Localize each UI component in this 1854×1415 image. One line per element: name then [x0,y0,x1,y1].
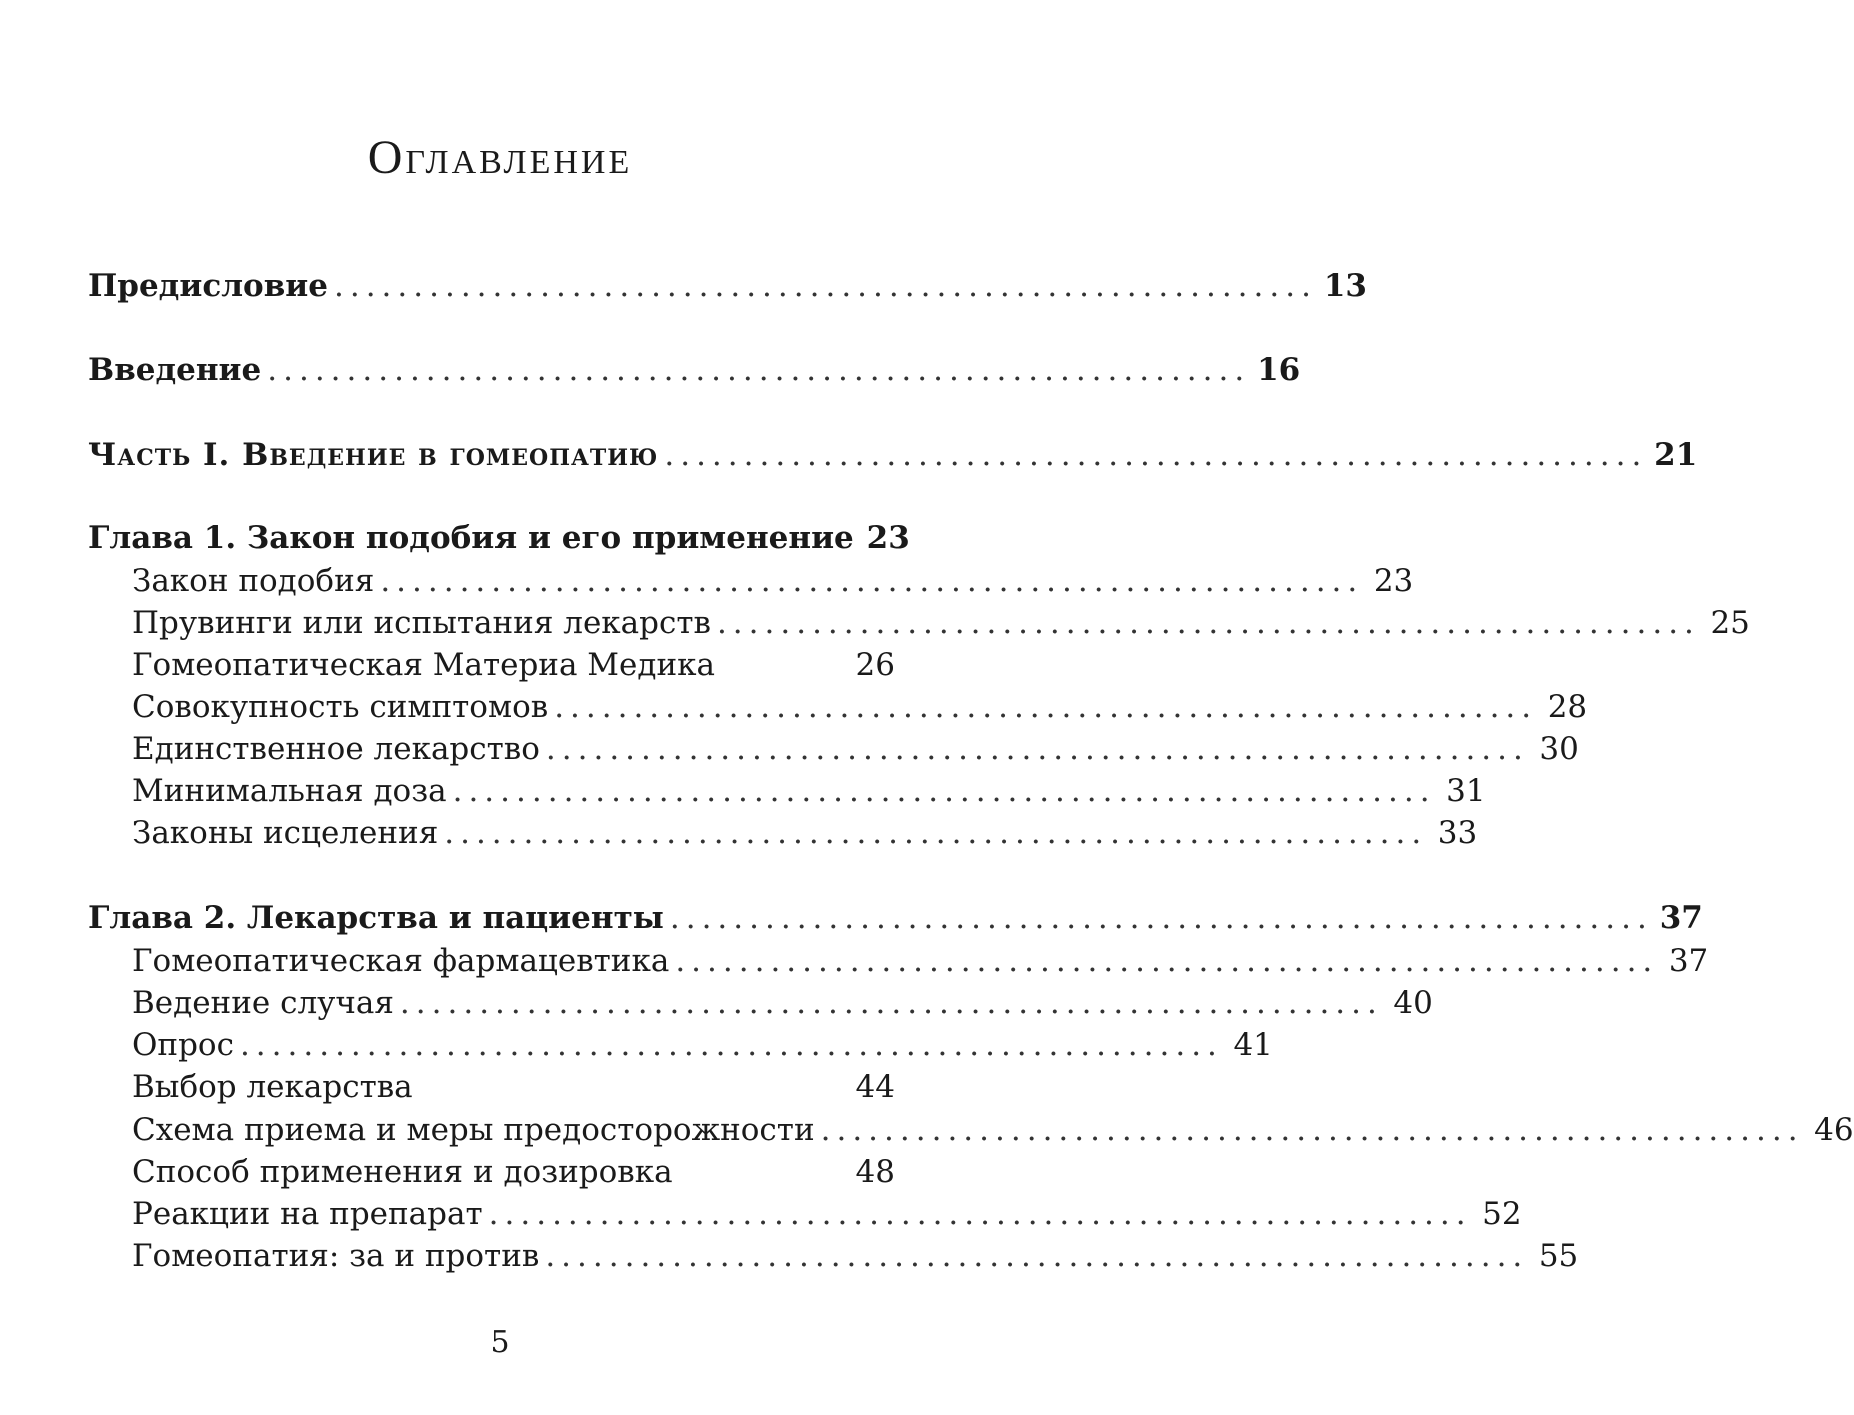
leader-dots: .............................................................. [664,437,1648,473]
leader-dots: .............................................................. [267,352,1251,388]
toc-entry-title: Закон подобия [132,563,375,599]
toc-entry-title: Прувинги или испытания лекарств [132,605,711,641]
leader-dots: .............................................................. [444,815,1428,851]
leader-dots: .............................................................. [545,1238,1529,1274]
toc-entry-page: 40 [1393,985,1433,1021]
leader-dots: .............................................................. [334,268,1317,304]
toc-entry-section[interactable] [132,689,1588,733]
toc-entry-title: Глава 1. Закон подобия и его применение [88,520,854,556]
toc-entry-title: Схема приема и меры предосторожности [132,1112,815,1148]
toc-entry-page: 55 [1538,1238,1579,1274]
leader-dots: .............................................................. [545,731,1529,767]
leader-dots: .............................................................. [239,1027,1223,1063]
leader-dots: .............................................................. [399,985,1383,1021]
leader-dots: .............................................................. [380,563,1364,599]
toc-entry-page: 37 [1668,943,1709,979]
toc-entry-page: 13 [1323,268,1367,304]
toc-entry-page: 25 [1710,605,1750,641]
toc-entry-title: Опрос [132,1027,234,1063]
leader-dots: .............................................................. [716,605,1700,641]
toc-entry-section[interactable] [132,985,1433,1029]
toc-entry-title: Реакции на препарат [132,1196,483,1232]
toc-entry-page: 26 [855,647,895,683]
toc-entry-section[interactable] [132,1196,1522,1240]
toc-entry-title: Часть I. Введение в гомеопатию [88,437,659,473]
toc-entry-page: 44 [855,1069,895,1105]
toc-entry-page: 31 [1446,773,1486,809]
toc-entry-page: 23 [1373,563,1414,599]
toc-entry-title: Минимальная доза [132,773,447,809]
toc-entry-title: Введение [88,352,262,388]
leader-dots: .............................................................. [452,773,1436,809]
toc-entry-page: 21 [1654,437,1698,473]
toc-entry-page: 46 [1814,1112,1854,1148]
leader-dots: .............................................................. [675,943,1659,979]
toc-entry-title: Глава 2. Лекарства и пациенты [88,900,664,936]
leader-dots: .............................................................. [669,900,1653,936]
toc-entry-title: Способ применения и дозировка [132,1154,673,1190]
toc-entry-section[interactable] [132,1154,895,1198]
toc-entry-title: Гомеопатическая фармацевтика [132,943,670,979]
toc-entry-section[interactable] [132,647,895,691]
toc-entry-section[interactable] [132,1112,1854,1156]
toc-entry-section[interactable] [132,1027,1273,1071]
toc-entry-section[interactable] [132,1069,895,1113]
toc-entry-section[interactable] [132,731,1579,775]
toc-entry-page: 23 [866,520,910,556]
toc-entry-chapter-1[interactable] [88,520,910,564]
toc-entry-page: 33 [1437,815,1478,851]
toc-entry-section[interactable] [132,605,1750,649]
toc-entry-title: Ведение случая [132,985,394,1021]
leader-dots: .............................................................. [488,1196,1472,1232]
page-title: Оглавление [367,131,633,184]
toc-entry-title: Совокупность симптомов [132,689,549,725]
toc-entry-section[interactable] [132,563,1414,607]
toc-entry-title: Единственное лекарство [132,731,540,767]
toc-entry-section[interactable] [132,815,1478,859]
toc-entry-page: 30 [1539,731,1579,767]
toc-entry-title: Выбор лекарства [132,1069,413,1105]
toc-entry-title: Гомеопатическая Материа Медика [132,647,715,683]
toc-entry-part-1[interactable] [88,437,1698,481]
toc-entry-section[interactable] [132,773,1486,817]
toc-entry-chapter-2[interactable] [88,900,1703,944]
page-number: 5 [490,1325,510,1360]
toc-entry-title: Предисловие [88,268,328,304]
toc-entry-page: 28 [1547,689,1588,725]
leader-dots: .............................................................. [820,1112,1804,1148]
toc-entry-page: 16 [1257,352,1301,388]
toc-entry-page: 48 [855,1154,895,1190]
toc-entry-introduction[interactable] [88,352,1301,396]
toc-entry-title: Гомеопатия: за и против [132,1238,540,1274]
toc-entry-page: 52 [1482,1196,1522,1232]
toc-entry-title: Законы исцеления [132,815,439,851]
toc-entry-section[interactable] [132,943,1709,987]
toc-entry-page: 37 [1659,900,1703,936]
toc-entry-preface[interactable] [88,268,1367,312]
toc-entry-section[interactable] [132,1238,1579,1282]
leader-dots: .............................................................. [554,689,1538,725]
toc-entry-page: 41 [1233,1027,1273,1063]
